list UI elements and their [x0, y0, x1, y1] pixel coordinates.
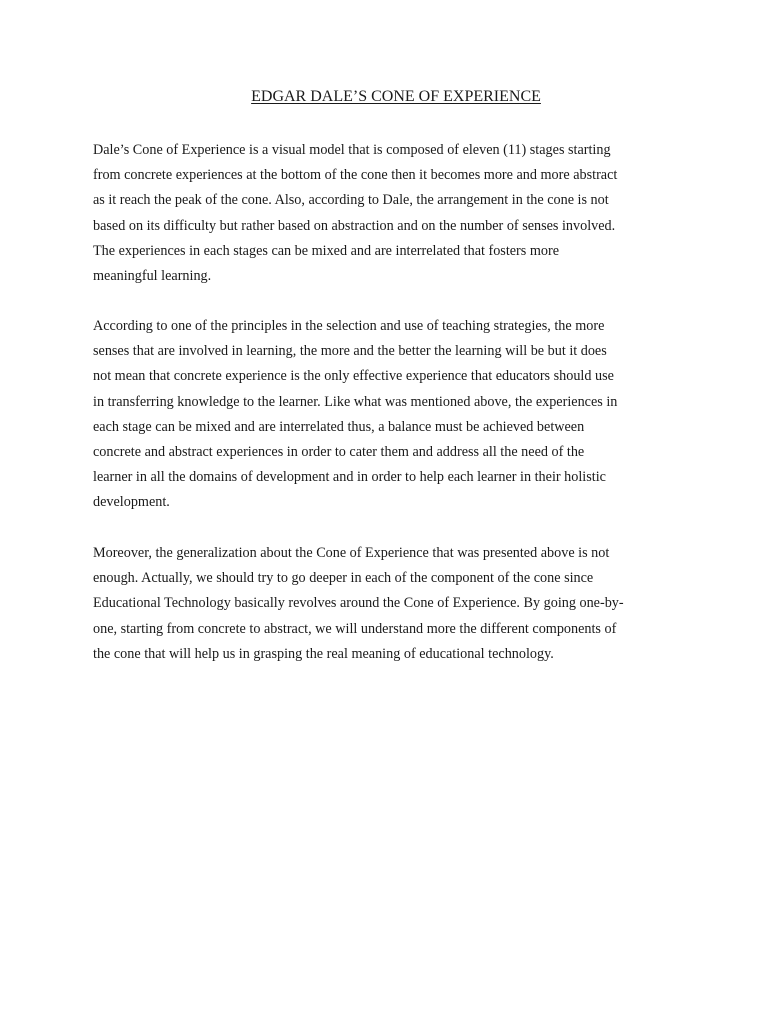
paragraph-line: in transferring knowledge to the learner. Like what was mentioned above, the experiences in: [93, 393, 618, 410]
paragraph-line: development.: [93, 494, 170, 511]
paragraph-line: The experiences in each stages can be mixed and are interrelated that fosters more: [93, 242, 559, 259]
paragraph-line: meaningful learning.: [93, 268, 212, 285]
paragraph-line: based on its difficulty but rather based on abstraction and on the number of senses involved.: [93, 217, 616, 234]
paragraph-line: as it reach the peak of the cone. Also, according to Dale, the arrangement in the cone is not: [93, 192, 609, 209]
paragraph-3: [93, 541, 673, 667]
paragraph-line: the cone that will help us in grasping the real meaning of educational technology.: [93, 645, 554, 662]
paragraph-line: Dale’s Cone of Experience is a visual model that is composed of eleven (11) stages starting: [93, 142, 611, 158]
paragraph-line: concrete and abstract experiences in order to cater them and address all the need of the: [93, 444, 585, 461]
paragraph-line: According to one of the principles in the selection and use of teaching strategies, the more: [93, 318, 605, 334]
paragraph-2: [93, 314, 673, 516]
paragraph-line: one, starting from concrete to abstract, we will understand more the different components of: [93, 620, 617, 637]
paragraph-line: not mean that concrete experience is the only effective experience that educators should use: [93, 368, 614, 385]
document-title: EDGAR DALE’S CONE OF EXPERIENCE: [251, 88, 541, 105]
paragraph-line: each stage can be mixed and are interrelated thus, a balance must be achieved between: [93, 418, 585, 435]
paragraph-line: enough. Actually, we should try to go deeper in each of the component of the cone since: [93, 570, 594, 587]
paragraph-line: Educational Technology basically revolves around the Cone of Experience. By going one-by-: [93, 595, 624, 612]
paragraph-line: Moreover, the generalization about the Cone of Experience that was presented above is not: [93, 545, 610, 561]
paragraph-line: learner in all the domains of development and in order to help each learner in their holistic: [93, 469, 606, 486]
paragraph-line: from concrete experiences at the bottom of the cone then it becomes more and more abstract: [93, 167, 618, 184]
paragraph-line: senses that are involved in learning, the more and the better the learning will be but it does: [93, 343, 607, 360]
paragraph-1: [93, 138, 673, 289]
